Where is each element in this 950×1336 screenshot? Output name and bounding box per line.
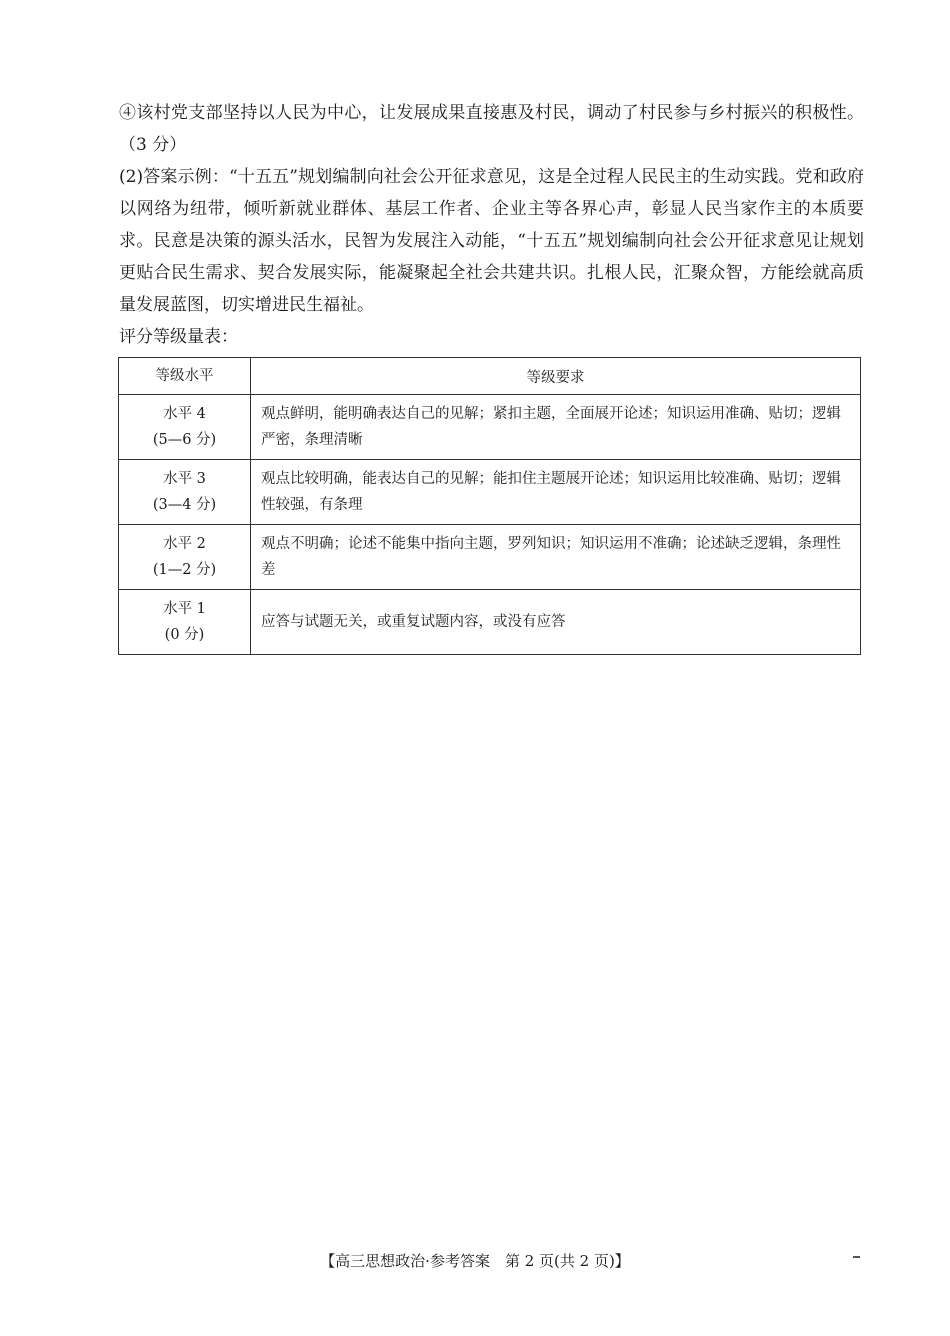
page-footer: 【高三思想政治·参考答案 第 2 页(共 2 页)】 — [320, 1252, 630, 1270]
table-row — [119, 525, 861, 590]
level-cell — [119, 525, 251, 590]
answer-paragraph-4: ④该村党支部坚持以人民为中心，让发展成果直接惠及村民，调动了村民参与乡村振兴的积极性。（3 分） — [119, 103, 864, 155]
level-cell — [119, 395, 251, 460]
header-requirement: 等级要求 — [251, 358, 861, 395]
table-row — [119, 460, 861, 525]
level-cell — [119, 460, 251, 525]
answer-example-paragraph: (2)答案示例：“十五五”规划编制向社会公开征求意见，这是全过程人民民主的生动实践。党和政府以网络为纽带，倾听新就业群体、基层工作者、企业主等各界心声，彰显人民当家作主的本质要求。民意是决策的源头活水，民智为发展注入动能，“十五五”规划编制向社会公开征求意见让规划更贴合民生需求、契合发展实际，能凝聚起全社会共建共识。扎根人民，汇聚众智，方能绘就高质量发展蓝图，切实增进民生福祉。 — [119, 167, 864, 315]
table-row — [119, 395, 861, 460]
level-range: (1—2 分) — [152, 562, 217, 578]
requirement-cell: 观点不明确；论述不能集中指向主题，罗列知识；知识运用不准确；论述缺乏逻辑，条理性差 — [251, 525, 861, 590]
level-cell — [119, 590, 251, 655]
level-range: (0 分) — [164, 627, 205, 643]
table-row — [119, 590, 861, 655]
level-name: 水平 3 — [163, 471, 206, 487]
level-name: 水平 1 — [163, 601, 206, 617]
level-name: 水平 2 — [163, 536, 206, 552]
scoring-scale-label: 评分等级量表： — [119, 327, 238, 347]
level-name: 水平 4 — [163, 406, 206, 422]
level-range: (3—4 分) — [152, 497, 217, 513]
table-header-row — [119, 358, 861, 395]
level-range: (5—6 分) — [152, 432, 217, 448]
scoring-table — [118, 357, 861, 655]
requirement-cell: 观点比较明确，能表达自己的见解；能扣住主题展开论述；知识运用比较准确、贴切；逻辑性较强，有条理 — [251, 460, 861, 525]
requirement-cell: 观点鲜明，能明确表达自己的见解；紧扣主题，全面展开论述；知识运用准确、贴切；逻辑严密，条理清晰 — [251, 395, 861, 460]
requirement-cell: 应答与试题无关，或重复试题内容，或没有应答 — [251, 590, 861, 655]
corner-mark — [853, 1256, 860, 1258]
header-level: 等级水平 — [119, 358, 251, 395]
